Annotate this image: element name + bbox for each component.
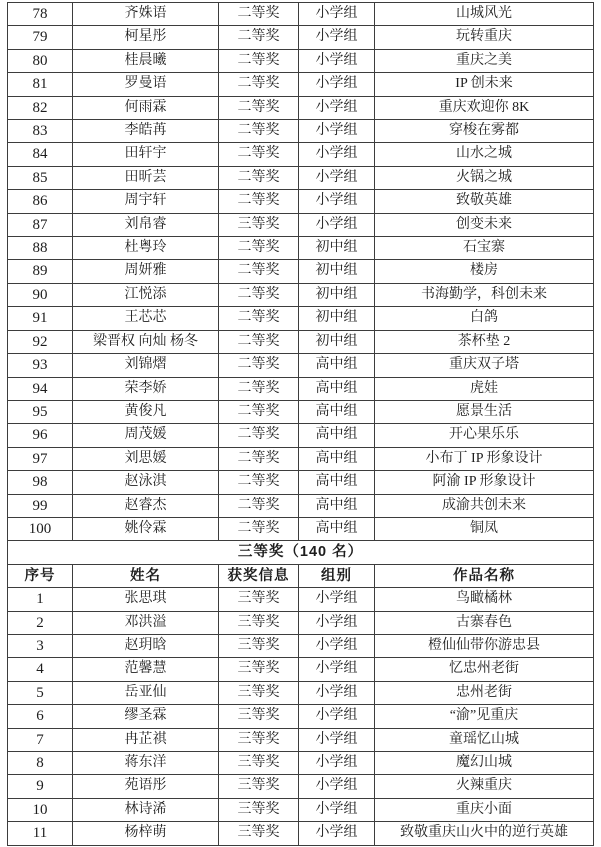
table-row	[8, 728, 594, 751]
cell-index: 80	[8, 49, 73, 72]
table-row	[8, 143, 594, 166]
cell-group: 初中组	[299, 307, 375, 330]
cell-index: 93	[8, 354, 73, 377]
cell-name: 田轩宇	[73, 143, 219, 166]
cell-name: 刘思媛	[73, 447, 219, 470]
cell-name: 蒋东洋	[73, 752, 219, 775]
col-header-work: 作品名称	[375, 564, 594, 587]
cell-index: 90	[8, 283, 73, 306]
cell-name: 王芯芯	[73, 307, 219, 330]
cell-name: 桂晨曦	[73, 49, 219, 72]
table-row	[8, 588, 594, 611]
cell-name: 缪圣霖	[73, 705, 219, 728]
cell-work: 楼房	[375, 260, 594, 283]
cell-name: 周宇轩	[73, 190, 219, 213]
col-header-group: 组别	[299, 564, 375, 587]
cell-index: 79	[8, 26, 73, 49]
table-row	[8, 73, 594, 96]
cell-index: 11	[8, 822, 73, 845]
section-title-row	[8, 541, 594, 564]
table-row	[8, 190, 594, 213]
cell-name: 田昕芸	[73, 166, 219, 189]
cell-name: 梁晋权 向灿 杨冬	[73, 330, 219, 353]
cell-group: 小学组	[299, 681, 375, 704]
cell-index: 2	[8, 611, 73, 634]
cell-group: 高中组	[299, 471, 375, 494]
cell-award: 三等奖	[219, 634, 299, 657]
cell-index: 97	[8, 447, 73, 470]
cell-group: 高中组	[299, 354, 375, 377]
cell-award: 二等奖	[219, 166, 299, 189]
cell-work: 鸟瞰橘林	[375, 588, 594, 611]
cell-index: 5	[8, 681, 73, 704]
cell-award: 二等奖	[219, 471, 299, 494]
cell-award: 三等奖	[219, 798, 299, 821]
cell-work: 茶杯垫 2	[375, 330, 594, 353]
cell-name: 杜粤玲	[73, 237, 219, 260]
cell-work: 致敬英雄	[375, 190, 594, 213]
cell-index: 83	[8, 120, 73, 143]
award-results-table	[7, 2, 594, 846]
column-header-row	[8, 564, 594, 587]
cell-index: 3	[8, 634, 73, 657]
cell-award: 二等奖	[219, 283, 299, 306]
table-row	[8, 705, 594, 728]
cell-group: 小学组	[299, 143, 375, 166]
table-row	[8, 166, 594, 189]
cell-index: 96	[8, 424, 73, 447]
cell-award: 三等奖	[219, 213, 299, 236]
cell-group: 小学组	[299, 120, 375, 143]
cell-work: 重庆双子塔	[375, 354, 594, 377]
cell-award: 三等奖	[219, 588, 299, 611]
cell-name: 刘锦熠	[73, 354, 219, 377]
cell-award: 三等奖	[219, 752, 299, 775]
cell-name: 刘帛睿	[73, 213, 219, 236]
cell-work: 山城风光	[375, 3, 594, 26]
cell-award: 二等奖	[219, 260, 299, 283]
cell-work: IP 创未来	[375, 73, 594, 96]
table-row	[8, 471, 594, 494]
col-header-name: 姓名	[73, 564, 219, 587]
cell-award: 三等奖	[219, 775, 299, 798]
cell-group: 小学组	[299, 634, 375, 657]
col-header-index: 序号	[8, 564, 73, 587]
cell-name: 岳亚仙	[73, 681, 219, 704]
cell-group: 小学组	[299, 775, 375, 798]
table-row	[8, 237, 594, 260]
table-row	[8, 752, 594, 775]
cell-award: 二等奖	[219, 73, 299, 96]
cell-award: 三等奖	[219, 728, 299, 751]
section-title: 三等奖（140 名）	[8, 541, 594, 564]
cell-work: 创变未来	[375, 213, 594, 236]
cell-award: 二等奖	[219, 354, 299, 377]
cell-work: 致敬重庆山火中的逆行英雄	[375, 822, 594, 845]
cell-work: 小布丁 IP 形象设计	[375, 447, 594, 470]
cell-index: 84	[8, 143, 73, 166]
table-row	[8, 26, 594, 49]
cell-name: 赵睿杰	[73, 494, 219, 517]
cell-index: 89	[8, 260, 73, 283]
cell-work: 阿渝 IP 形象设计	[375, 471, 594, 494]
cell-index: 1	[8, 588, 73, 611]
cell-group: 小学组	[299, 588, 375, 611]
cell-work: 重庆欢迎你 8K	[375, 96, 594, 119]
table-row	[8, 681, 594, 704]
cell-award: 二等奖	[219, 49, 299, 72]
table-row	[8, 377, 594, 400]
cell-award: 三等奖	[219, 681, 299, 704]
table-row	[8, 283, 594, 306]
cell-group: 高中组	[299, 517, 375, 540]
cell-award: 二等奖	[219, 120, 299, 143]
cell-award: 三等奖	[219, 705, 299, 728]
cell-name: 邓洪溢	[73, 611, 219, 634]
cell-name: 范馨慧	[73, 658, 219, 681]
cell-group: 小学组	[299, 73, 375, 96]
cell-award: 二等奖	[219, 26, 299, 49]
cell-group: 小学组	[299, 798, 375, 821]
cell-group: 小学组	[299, 96, 375, 119]
cell-award: 二等奖	[219, 424, 299, 447]
cell-group: 小学组	[299, 728, 375, 751]
cell-index: 4	[8, 658, 73, 681]
cell-group: 高中组	[299, 377, 375, 400]
cell-award: 二等奖	[219, 447, 299, 470]
cell-work: 石宝寨	[375, 237, 594, 260]
cell-index: 95	[8, 400, 73, 423]
cell-group: 小学组	[299, 611, 375, 634]
table-row	[8, 3, 594, 26]
cell-group: 小学组	[299, 752, 375, 775]
table-row	[8, 213, 594, 236]
third-prize-section	[8, 541, 594, 588]
cell-work: “渝”见重庆	[375, 705, 594, 728]
col-header-award: 获奖信息	[219, 564, 299, 587]
cell-work: 火辣重庆	[375, 775, 594, 798]
cell-award: 二等奖	[219, 330, 299, 353]
cell-work: 白鸽	[375, 307, 594, 330]
third-prize-rows	[8, 588, 594, 845]
cell-index: 100	[8, 517, 73, 540]
cell-award: 二等奖	[219, 3, 299, 26]
cell-award: 二等奖	[219, 307, 299, 330]
cell-index: 86	[8, 190, 73, 213]
cell-index: 8	[8, 752, 73, 775]
cell-name: 江悦添	[73, 283, 219, 306]
cell-work: 书海勤学，科创未来	[375, 283, 594, 306]
cell-name: 冉芷祺	[73, 728, 219, 751]
cell-work: 忆忠州老街	[375, 658, 594, 681]
table-row	[8, 494, 594, 517]
table-row	[8, 658, 594, 681]
cell-work: 铜凤	[375, 517, 594, 540]
cell-work: 古寨春色	[375, 611, 594, 634]
cell-award: 二等奖	[219, 517, 299, 540]
table-row	[8, 634, 594, 657]
cell-work: 火锅之城	[375, 166, 594, 189]
cell-name: 周茂媛	[73, 424, 219, 447]
table-row	[8, 96, 594, 119]
cell-award: 二等奖	[219, 377, 299, 400]
cell-group: 小学组	[299, 705, 375, 728]
cell-index: 6	[8, 705, 73, 728]
cell-index: 99	[8, 494, 73, 517]
cell-award: 三等奖	[219, 658, 299, 681]
cell-group: 小学组	[299, 166, 375, 189]
cell-work: 山水之城	[375, 143, 594, 166]
cell-group: 高中组	[299, 400, 375, 423]
cell-award: 三等奖	[219, 822, 299, 845]
cell-index: 82	[8, 96, 73, 119]
table-row	[8, 775, 594, 798]
cell-name: 姚伶霖	[73, 517, 219, 540]
cell-work: 重庆之美	[375, 49, 594, 72]
cell-index: 10	[8, 798, 73, 821]
cell-index: 92	[8, 330, 73, 353]
cell-index: 87	[8, 213, 73, 236]
cell-work: 童瑶忆山城	[375, 728, 594, 751]
cell-name: 张思琪	[73, 588, 219, 611]
cell-group: 小学组	[299, 213, 375, 236]
cell-index: 81	[8, 73, 73, 96]
table-row	[8, 354, 594, 377]
cell-group: 初中组	[299, 330, 375, 353]
cell-name: 荣李娇	[73, 377, 219, 400]
cell-index: 91	[8, 307, 73, 330]
cell-work: 重庆小面	[375, 798, 594, 821]
table-row	[8, 307, 594, 330]
cell-group: 小学组	[299, 3, 375, 26]
cell-index: 85	[8, 166, 73, 189]
cell-group: 高中组	[299, 447, 375, 470]
cell-name: 罗曼语	[73, 73, 219, 96]
cell-index: 7	[8, 728, 73, 751]
table-row	[8, 330, 594, 353]
cell-group: 小学组	[299, 49, 375, 72]
cell-index: 78	[8, 3, 73, 26]
cell-name: 何雨霖	[73, 96, 219, 119]
cell-name: 杨梓萌	[73, 822, 219, 845]
cell-group: 初中组	[299, 260, 375, 283]
cell-group: 小学组	[299, 658, 375, 681]
cell-index: 98	[8, 471, 73, 494]
cell-group: 小学组	[299, 822, 375, 845]
cell-work: 成渝共创未来	[375, 494, 594, 517]
table-row	[8, 798, 594, 821]
table-row	[8, 611, 594, 634]
cell-name: 赵玥晗	[73, 634, 219, 657]
cell-work: 忠州老街	[375, 681, 594, 704]
table-row	[8, 822, 594, 845]
cell-award: 三等奖	[219, 611, 299, 634]
cell-award: 二等奖	[219, 400, 299, 423]
cell-award: 二等奖	[219, 143, 299, 166]
table-row	[8, 517, 594, 540]
cell-award: 二等奖	[219, 190, 299, 213]
cell-work: 玩转重庆	[375, 26, 594, 49]
cell-index: 9	[8, 775, 73, 798]
cell-group: 高中组	[299, 494, 375, 517]
cell-name: 林诗浠	[73, 798, 219, 821]
table-row	[8, 447, 594, 470]
cell-name: 李皓苒	[73, 120, 219, 143]
cell-award: 二等奖	[219, 237, 299, 260]
cell-name: 齐姝语	[73, 3, 219, 26]
table-row	[8, 120, 594, 143]
cell-group: 初中组	[299, 237, 375, 260]
cell-group: 小学组	[299, 190, 375, 213]
cell-award: 二等奖	[219, 494, 299, 517]
table-row	[8, 260, 594, 283]
cell-group: 高中组	[299, 424, 375, 447]
cell-name: 黄俊凡	[73, 400, 219, 423]
cell-index: 94	[8, 377, 73, 400]
cell-name: 柯星彤	[73, 26, 219, 49]
cell-group: 初中组	[299, 283, 375, 306]
cell-work: 穿梭在雾都	[375, 120, 594, 143]
cell-index: 88	[8, 237, 73, 260]
table-row	[8, 400, 594, 423]
second-prize-rows	[8, 3, 594, 541]
cell-name: 苑语彤	[73, 775, 219, 798]
cell-work: 虎娃	[375, 377, 594, 400]
cell-name: 周妍雅	[73, 260, 219, 283]
cell-work: 橙仙仙带你游忠县	[375, 634, 594, 657]
cell-award: 二等奖	[219, 96, 299, 119]
cell-work: 愿景生活	[375, 400, 594, 423]
cell-work: 开心果乐乐	[375, 424, 594, 447]
cell-name: 赵泳淇	[73, 471, 219, 494]
table-row	[8, 424, 594, 447]
cell-group: 小学组	[299, 26, 375, 49]
table-row	[8, 49, 594, 72]
cell-work: 魔幻山城	[375, 752, 594, 775]
